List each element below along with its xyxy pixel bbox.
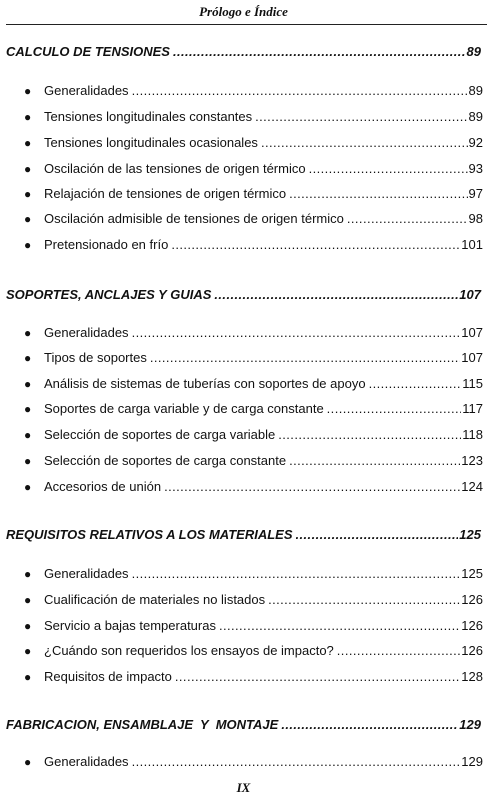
item-label: Cualificación de materiales no listados bbox=[44, 592, 266, 607]
item-page: 124 bbox=[461, 479, 483, 494]
item-label: Requisitos de impacto bbox=[44, 669, 172, 684]
toc-item bbox=[24, 591, 483, 609]
toc-item bbox=[24, 160, 483, 178]
section-page: 129 bbox=[459, 717, 481, 732]
dot-leader bbox=[219, 617, 460, 635]
toc-item bbox=[24, 426, 483, 444]
item-label: Tensiones longitudinales ocasionales bbox=[44, 135, 258, 150]
dot-leader bbox=[347, 210, 468, 228]
item-page: 101 bbox=[461, 237, 483, 252]
item-page: 92 bbox=[468, 135, 483, 150]
bullet-icon: ● bbox=[24, 351, 32, 365]
item-label: Accesorios de unión bbox=[44, 479, 162, 494]
bullet-icon: ● bbox=[24, 755, 32, 769]
item-label: Pretensionado en frío bbox=[44, 237, 169, 252]
section-page: 89 bbox=[466, 44, 481, 59]
bullet-icon: ● bbox=[24, 110, 32, 124]
item-label: Selección de soportes de carga variable bbox=[44, 427, 276, 442]
dot-leader bbox=[175, 668, 460, 686]
section-title: CALCULO DE TENSIONES bbox=[6, 44, 170, 59]
section-page: 107 bbox=[459, 287, 481, 302]
bullet-icon: ● bbox=[24, 670, 32, 684]
dot-leader bbox=[337, 642, 461, 660]
toc-item bbox=[24, 349, 483, 367]
bullet-icon: ● bbox=[24, 593, 32, 607]
item-label: Tipos de soportes bbox=[44, 350, 147, 365]
item-label: Generalidades bbox=[44, 83, 129, 98]
toc-item bbox=[24, 210, 483, 228]
section-heading bbox=[6, 286, 481, 304]
toc-item bbox=[24, 375, 483, 393]
item-label: Servicio a bajas temperaturas bbox=[44, 618, 216, 633]
dot-leader bbox=[278, 426, 461, 444]
bullet-icon: ● bbox=[24, 187, 32, 201]
bullet-icon: ● bbox=[24, 567, 32, 581]
toc-item bbox=[24, 108, 483, 126]
item-page: 107 bbox=[461, 325, 483, 340]
bullet-icon: ● bbox=[24, 428, 32, 442]
dot-leader bbox=[164, 478, 460, 496]
item-label: Selección de soportes de carga constante bbox=[44, 453, 287, 468]
bullet-icon: ● bbox=[24, 136, 32, 150]
toc-item bbox=[24, 452, 483, 470]
dot-leader bbox=[369, 375, 462, 393]
bullet-icon: ● bbox=[24, 402, 32, 416]
page-number: IX bbox=[236, 780, 251, 795]
toc-item bbox=[24, 134, 483, 152]
dot-leader bbox=[171, 236, 460, 254]
dot-leader bbox=[268, 591, 460, 609]
dot-leader bbox=[132, 82, 468, 100]
item-page: 126 bbox=[461, 618, 483, 633]
dot-leader bbox=[150, 349, 460, 367]
item-page: 129 bbox=[461, 754, 483, 769]
item-label: Tensiones longitudinales constantes bbox=[44, 109, 253, 124]
item-label: Generalidades bbox=[44, 754, 129, 769]
dot-leader bbox=[296, 526, 459, 544]
toc-item bbox=[24, 478, 483, 496]
toc-item bbox=[24, 617, 483, 635]
dot-leader bbox=[132, 324, 461, 342]
toc-item bbox=[24, 324, 483, 342]
item-page: 117 bbox=[462, 401, 483, 416]
section-title: SOPORTES, ANCLAJES Y GUIAS bbox=[6, 287, 212, 302]
item-label: Generalidades bbox=[44, 566, 129, 581]
item-label: Oscilación admisible de tensiones de origen térmico bbox=[44, 211, 344, 226]
section-heading bbox=[6, 716, 481, 734]
bullet-icon: ● bbox=[24, 377, 32, 391]
dot-leader bbox=[261, 134, 468, 152]
running-header: Prólogo e Índice bbox=[199, 4, 288, 19]
dot-leader bbox=[214, 286, 458, 304]
section-heading bbox=[6, 526, 481, 544]
item-page: 128 bbox=[461, 669, 483, 684]
section-page: 125 bbox=[459, 527, 481, 542]
toc-item bbox=[24, 668, 483, 686]
item-label: Análisis de sistemas de tuberías con soportes de apoyo bbox=[44, 376, 366, 391]
header-rule bbox=[6, 24, 487, 25]
item-page: 107 bbox=[461, 350, 483, 365]
item-label: ¿Cuándo son requeridos los ensayos de impacto? bbox=[44, 643, 334, 658]
bullet-icon: ● bbox=[24, 84, 32, 98]
dot-leader bbox=[281, 716, 458, 734]
item-page: 118 bbox=[462, 427, 483, 442]
dot-leader bbox=[289, 452, 460, 470]
dot-leader bbox=[173, 43, 466, 61]
section-title: REQUISITOS RELATIVOS A LOS MATERIALES bbox=[6, 527, 293, 542]
item-label: Generalidades bbox=[44, 325, 129, 340]
bullet-icon: ● bbox=[24, 238, 32, 252]
dot-leader bbox=[327, 400, 462, 418]
section-heading bbox=[6, 43, 481, 61]
toc-item bbox=[24, 82, 483, 100]
item-page: 97 bbox=[468, 186, 483, 201]
item-page: 123 bbox=[461, 453, 483, 468]
item-page: 89 bbox=[468, 109, 483, 124]
item-page: 89 bbox=[468, 83, 483, 98]
dot-leader bbox=[132, 565, 461, 583]
section-title: FABRICACION, ENSAMBLAJE Y MONTAJE bbox=[6, 717, 279, 732]
dot-leader bbox=[289, 185, 467, 203]
item-page: 126 bbox=[461, 592, 483, 607]
bullet-icon: ● bbox=[24, 326, 32, 340]
toc-item bbox=[24, 236, 483, 254]
dot-leader bbox=[309, 160, 468, 178]
bullet-icon: ● bbox=[24, 212, 32, 226]
toc-item bbox=[24, 753, 483, 771]
item-page: 115 bbox=[462, 376, 483, 391]
bullet-icon: ● bbox=[24, 454, 32, 468]
toc-item bbox=[24, 565, 483, 583]
bullet-icon: ● bbox=[24, 480, 32, 494]
item-page: 125 bbox=[461, 566, 483, 581]
toc-item bbox=[24, 400, 483, 418]
dot-leader bbox=[132, 753, 461, 771]
item-page: 126 bbox=[461, 643, 483, 658]
item-page: 98 bbox=[468, 211, 483, 226]
item-label: Soportes de carga variable y de carga constante bbox=[44, 401, 324, 416]
toc-item bbox=[24, 185, 483, 203]
bullet-icon: ● bbox=[24, 162, 32, 176]
item-label: Relajación de tensiones de origen térmico bbox=[44, 186, 287, 201]
item-label: Oscilación de las tensiones de origen térmico bbox=[44, 161, 306, 176]
toc-item bbox=[24, 642, 483, 660]
dot-leader bbox=[255, 108, 467, 126]
bullet-icon: ● bbox=[24, 644, 32, 658]
bullet-icon: ● bbox=[24, 619, 32, 633]
item-page: 93 bbox=[468, 161, 483, 176]
